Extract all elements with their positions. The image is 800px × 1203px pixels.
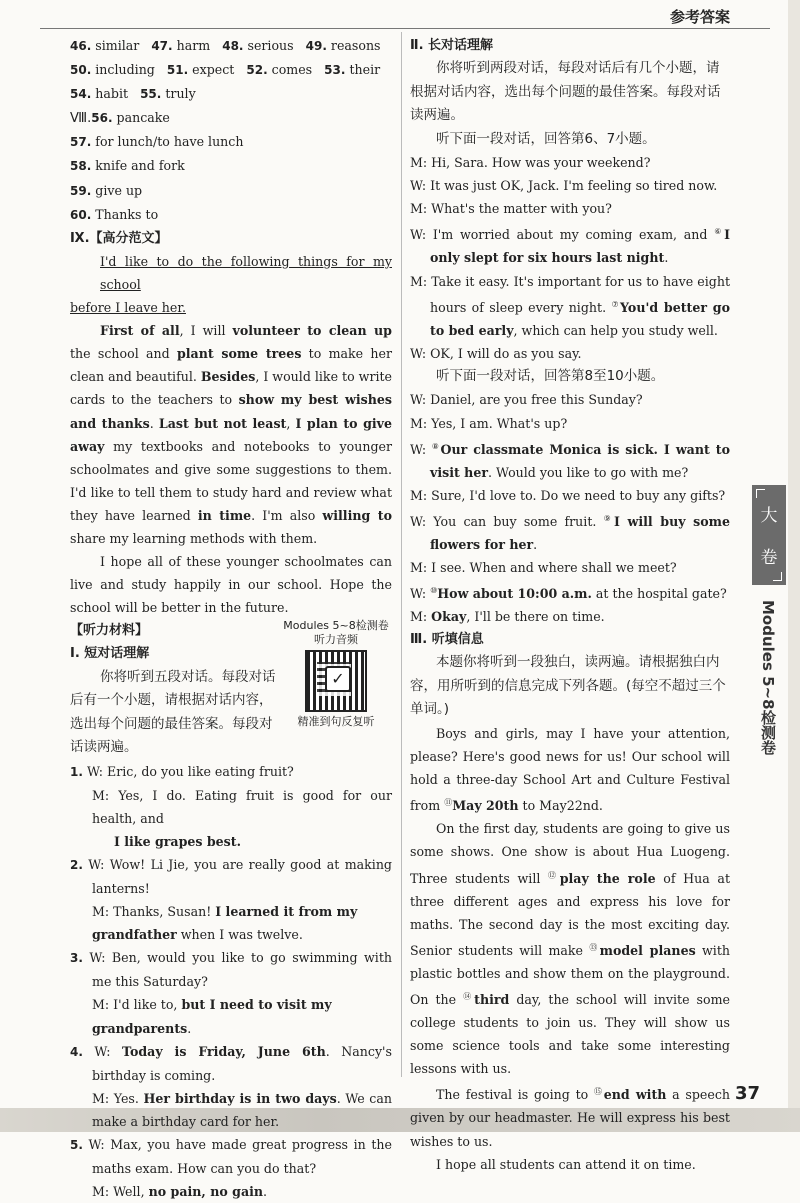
monologue-paragraph-1: Boys and girls, may I have your attention, please? Here's good news for us! Our school will hold a three-day School Art and Culture Festival from ⑪May 20th to May22nd.: [410, 725, 730, 814]
conversation-2-line-2: M: Yes, I am. What's up?: [410, 415, 568, 431]
conversation-1-line-4: W: I'm worried about my coming exam, and ⑥I only slept for six hours last night.: [410, 227, 731, 266]
section-9-title: Ⅸ.【高分范文】: [70, 230, 168, 246]
dialogue-1-m: M: Yes, I do. Eating fruit is good for our health, and I like grapes best.: [92, 787, 392, 849]
dialogue-5-m: M: Well, no pain, no gain.: [92, 1184, 268, 1200]
right-column: [410, 34, 730, 1176]
page-number: 37: [735, 1083, 761, 1104]
side-tab-char-1: 大: [760, 506, 778, 526]
essay-line-1: I'd like to do the following things for my school: [100, 253, 392, 292]
dialogue-4-m: M: Yes. Her birthday is in two days. We can make a birthday card for her.: [92, 1090, 392, 1129]
part-1-instructions: 你将听到五段对话。每段对话后有一个小题，请根据对话内容，选出每个问题的最佳答案。每段对话读两遍。: [70, 668, 276, 756]
qr-label-1: Modules 5~8检测卷: [283, 619, 389, 633]
qr-label-2: 听力音频: [314, 633, 358, 647]
answer-60: 60. Thanks to: [70, 206, 159, 222]
part-2-instructions: 你将听到两段对话，每段对话后有几个小题，请根据对话内容，选出每个问题的最佳答案。每段对话读两遍。: [410, 60, 721, 124]
answers-54-55: 54. habit 55. truly: [70, 86, 196, 102]
qr-code-block[interactable]: [280, 619, 392, 729]
dialogue-2: 2. W: Wow! Li Jie, you are really good at making lanterns!: [70, 856, 392, 896]
conversation-2-line-5: W: You can buy some fruit. ⑨I will buy some flowers for her.: [410, 513, 730, 552]
part-1-title: Ⅰ. 短对话理解: [70, 646, 150, 662]
conversation-2-line-3: W: ⑧Our classmate Monica is sick. I want to visit her. Would you like to go with me?: [410, 441, 730, 480]
answer-57: 57. for lunch/to have lunch: [70, 134, 244, 150]
listening-title: 【听力材料】: [70, 623, 149, 639]
essay-paragraph-2: First of all, I will volunteer to clean up the school and plant some trees to make her clean and beautiful. Besides, I would like to write cards to the teachers to show my best wishes and thanks. Last but not least, I plan to give away my textbooks and notebooks to younger schoolmates and give some suggestions to them. I'd like to tell them to study hard and review what they have learned in time. I'm also willing to share my learning methods with them.: [70, 323, 393, 546]
conversation-2-line-6: M: I see. When and where shall we meet?: [410, 560, 677, 576]
dialogue-1: 1. W: Eric, do you like eating fruit?: [70, 763, 294, 779]
answer-59: 59. give up: [70, 182, 143, 198]
conversation-1-intro: 听下面一段对话，回答第6、7小题。: [436, 130, 656, 147]
answer-56: Ⅷ.56. pancake: [70, 110, 170, 127]
part-3-instructions: 本题你将听到一段独白，读两遍。请根据独白内容，用所听到的信息完成下列各题。(每空不超过三个单词。): [410, 654, 726, 718]
side-tab-char-2: 卷: [760, 548, 778, 568]
dialogue-5: 5. W: Max, you have made great progress in the maths exam. How can you do that?: [70, 1137, 392, 1177]
conversation-1-line-3: M: What's the matter with you?: [410, 201, 612, 217]
essay-paragraph-3: I hope all of these younger schoolmates can live and study happily in our school. Hope the school will be better in the future.: [70, 554, 392, 616]
answers-46-49: 46. similar 47. harm 48. serious 49. reasons: [70, 38, 381, 53]
qr-caption: 精准到句反复听: [297, 715, 375, 729]
answers-50-53: 50. including 51. expect 52. comes 53. their: [70, 62, 381, 78]
monologue-paragraph-3: The festival is going to ⑮end with a speech given by our headmaster. He will express his best wishes to us.: [410, 1087, 731, 1149]
dialogue-2-m: M: Thanks, Susan! I learned it from my grandfather when I was twelve.: [92, 904, 358, 943]
conversation-2-line-4: M: Sure, I'd love to. Do we need to buy any gifts?: [410, 487, 726, 503]
conversation-1-line-5: M: Take it easy. It's important for us to have eight hours of sleep every night. ⑦You'd better go to bed early, which can help you study well.: [410, 273, 730, 338]
part-2-title: Ⅱ. 长对话理解: [410, 38, 494, 53]
dialogue-3-m: M: I'd like to, but I need to visit my grandparents.: [92, 997, 332, 1036]
conversation-1-line-6: W: OK, I will do as you say.: [410, 345, 582, 361]
side-section-label: Modules 5~8检测卷: [759, 600, 777, 755]
page-edge-shadow: [788, 0, 800, 1132]
header-title: 参考答案: [669, 8, 730, 26]
header-rule: [40, 28, 770, 29]
page-header: [0, 0, 800, 30]
check-icon: ✓: [325, 666, 351, 692]
conversation-2-line-1: W: Daniel, are you free this Sunday?: [410, 392, 643, 408]
side-tab[interactable]: [752, 485, 786, 585]
column-divider: [401, 32, 402, 1077]
monologue-paragraph-2: On the first day, students are going to give us some shows. One show is about Hua Luogeng. Three students will ⑫play the role of Hua at three different ages and express his love for maths. The second day is the most exciting day. Senior students will make ⑬model planes with plastic bottles and show them on the playground. On the ⑭third day, the school will invite some college students to join us. They will show us some science tools and take some interesting lessons with us.: [410, 821, 731, 1077]
essay-line-2: before I leave her.: [70, 300, 186, 316]
qr-code[interactable]: [305, 650, 367, 712]
conversation-2-intro: 听下面一段对话，回答第8至10小题。: [436, 367, 665, 384]
conversation-2-line-8: M: Okay, I'll be there on time.: [410, 609, 605, 625]
dialogue-4: 4. W: Today is Friday, June 6th. Nancy's birthday is coming.: [70, 1043, 392, 1083]
answer-58: 58. knife and fork: [70, 158, 185, 174]
conversation-1-line-1: M: Hi, Sara. How was your weekend?: [410, 155, 651, 171]
conversation-1-line-2: W: It was just OK, Jack. I'm feeling so tired now.: [410, 178, 718, 194]
dialogue-3: 3. W: Ben, would you like to go swimming with me this Saturday?: [70, 950, 392, 990]
listening-material-block: [70, 619, 392, 759]
monologue-paragraph-4: I hope all students can attend it on time.: [436, 1156, 696, 1172]
conversation-2-line-7: W: ⑩How about 10:00 a.m. at the hospital gate?: [410, 586, 727, 602]
left-column: [70, 34, 392, 1203]
part-3-title: Ⅲ. 听填信息: [410, 632, 484, 648]
